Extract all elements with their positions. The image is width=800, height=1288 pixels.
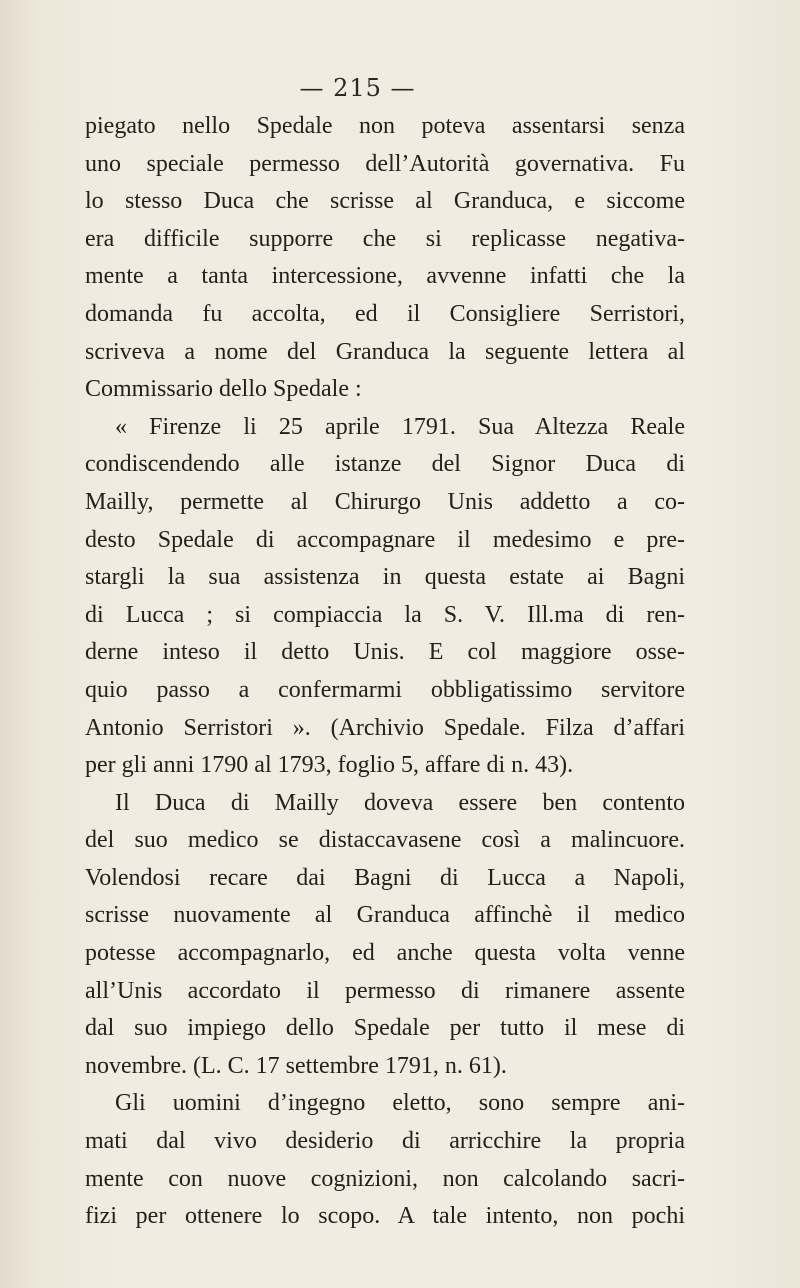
text-line: mente con nuove cognizioni, non calcolando sacri- <box>85 1165 685 1192</box>
text-line: Gli uomini d’ingegno eletto, sono sempre ani- <box>115 1090 685 1117</box>
text-line: mente a tanta intercessione, avvenne infatti che la <box>85 263 685 290</box>
text-line: scrisse nuovamente al Granduca affinchè il medico <box>85 902 685 929</box>
text-line: derne inteso il detto Unis. E col maggiore osse- <box>85 639 685 666</box>
text-line: condiscendendo alle istanze del Signor Duca di <box>85 451 685 478</box>
text-line: piegato nello Spedale non poteva assentarsi senza <box>85 113 685 139</box>
text-line: Il Duca di Mailly doveva essere ben contento <box>115 789 685 816</box>
text-line: desto Spedale di accompagnare il medesimo e pre- <box>85 526 685 553</box>
text-line: « Firenze li 25 aprile 1791. Sua Altezza Reale <box>115 413 685 440</box>
text-line: di Lucca ; si compiaccia la S. V. Ill.ma di ren- <box>85 601 685 628</box>
text-line: uno speciale permesso dell’Autorità governativa. Fu <box>85 150 685 177</box>
text-line: quio passo a confermarmi obbligatissimo servitore <box>85 676 685 703</box>
text-line: novembre. (L. C. 17 settembre 1791, n. 61). <box>85 1052 507 1079</box>
text-line: Antonio Serristori ». (Archivio Spedale. Filza d’affari <box>85 714 685 741</box>
text-line: era difficile supporre che si replicasse negativa- <box>85 225 685 252</box>
text-line: potesse accompagnarlo, ed anche questa volta venne <box>85 940 685 967</box>
text-line: scriveva a nome del Granduca la seguente lettera al <box>85 338 685 365</box>
text-line: stargli la sua assistenza in questa estate ai Bagni <box>85 564 685 591</box>
body-text <box>85 108 685 1236</box>
text-line: all’Unis accordato il permesso di rimanere assente <box>85 977 685 1004</box>
text-line: lo stesso Duca che scrisse al Granduca, e siccome <box>85 188 685 215</box>
text-line: Commissario dello Spedale : <box>85 376 362 403</box>
text-line: domanda fu accolta, ed il Consigliere Serristori, <box>85 300 685 327</box>
text-line: Mailly, permette al Chirurgo Unis addetto a co- <box>85 488 685 515</box>
text-line: dal suo impiego dello Spedale per tutto il mese di <box>85 1015 685 1042</box>
text-line: fizi per ottenere lo scopo. A tale intento, non pochi <box>85 1203 685 1230</box>
text-line: mati dal vivo desiderio di arricchire la propria <box>85 1128 685 1155</box>
text-line: Volendosi recare dai Bagni di Lucca a Napoli, <box>85 864 685 891</box>
text-line: del suo medico se distaccavasene così a malincuore. <box>85 827 685 854</box>
text-line: per gli anni 1790 al 1793, foglio 5, affare di n. 43). <box>85 752 574 779</box>
page-number: — 215 — <box>299 74 416 102</box>
